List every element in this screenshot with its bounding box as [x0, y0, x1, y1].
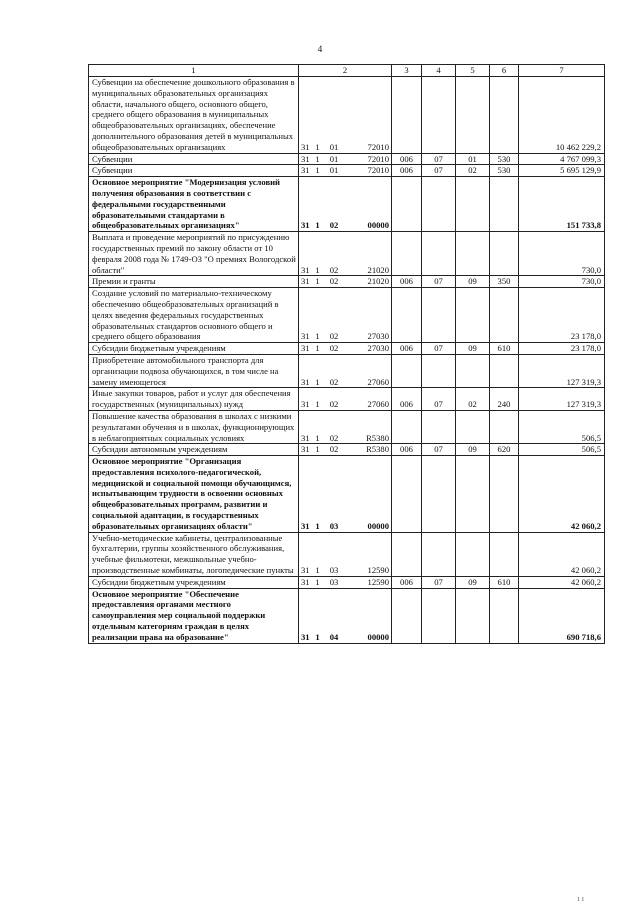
row-description: Учебно-методические кабинеты, централизованные бухгалтерии, группы хозяйственного обслуживания, учебные фильмотеки, межшкольные учебно-производственные комбинаты, логопедические пункты	[89, 532, 299, 576]
table-row	[89, 576, 605, 588]
amount: 23 178,0	[519, 343, 605, 355]
code-program: 31	[301, 276, 310, 287]
code-activity: 01	[329, 165, 339, 176]
subsection-code: 09	[456, 576, 490, 588]
target-article-code	[299, 456, 392, 533]
amount: 506,5	[519, 410, 605, 443]
target-article-code	[299, 576, 392, 588]
target-article-code	[299, 588, 392, 643]
table-row	[89, 410, 605, 443]
code-subprogram: 1	[315, 264, 320, 275]
target-article-code	[299, 388, 392, 411]
code-direction: 72010	[367, 165, 389, 176]
code-direction: 72010	[367, 153, 389, 164]
expense-type-code	[490, 177, 519, 232]
code-subprogram: 1	[315, 343, 320, 354]
table-row	[89, 177, 605, 232]
code-direction: 00000	[367, 220, 389, 231]
row-description: Создание условий по материально-техническому обеспечению общеобразовательных организаций в целях введения федеральных государственных образовательных стандартов основного общего и среднего общего образования	[89, 288, 299, 343]
header-cell: 4	[422, 65, 456, 77]
code-program: 31	[301, 520, 310, 531]
expense-type-code: 530	[490, 153, 519, 165]
amount: 127 319,3	[519, 388, 605, 411]
section-code: 07	[422, 153, 456, 165]
subsection-code	[456, 77, 490, 154]
code-program: 31	[301, 220, 310, 231]
header-cell: 2	[299, 65, 392, 77]
table-row	[89, 165, 605, 177]
code-activity: 02	[329, 399, 339, 410]
code-subprogram: 1	[315, 520, 320, 531]
target-article-code	[299, 410, 392, 443]
code-direction: 12590	[367, 576, 389, 587]
amount: 730,0	[519, 232, 605, 276]
code-subprogram: 1	[315, 576, 320, 587]
row-description: Иные закупки товаров, работ и услуг для обеспечения государственных (муниципальных) нужд	[89, 388, 299, 411]
target-article-code	[299, 288, 392, 343]
section-code	[422, 410, 456, 443]
target-article-code	[299, 165, 392, 177]
table-row	[89, 276, 605, 288]
code-subprogram: 1	[315, 276, 320, 287]
subsection-code: 02	[456, 388, 490, 411]
expense-type-code: 620	[490, 444, 519, 456]
code-direction: 27030	[367, 343, 389, 354]
code-program: 31	[301, 565, 310, 576]
code-direction: 21020	[367, 276, 389, 287]
subsection-code	[456, 177, 490, 232]
amount: 42 060,2	[519, 456, 605, 533]
code-activity: 03	[329, 565, 339, 576]
code-activity: 02	[329, 331, 339, 342]
row-description: Повышение качества образования в школах с низкими результатами обучения и в школах, функционирующих в неблагоприятных социальных условиях	[89, 410, 299, 443]
code-subprogram: 1	[315, 220, 320, 231]
code-program: 31	[301, 444, 310, 455]
code-direction: 00000	[367, 520, 389, 531]
expense-type-code: 240	[490, 388, 519, 411]
row-description: Субвенции	[89, 165, 299, 177]
table-row	[89, 343, 605, 355]
target-article-code	[299, 177, 392, 232]
ministry-code	[392, 288, 422, 343]
code-activity: 01	[329, 141, 339, 152]
code-direction: 27060	[367, 376, 389, 387]
code-activity: 02	[329, 220, 339, 231]
expense-type-code: 610	[490, 343, 519, 355]
section-code: 07	[422, 576, 456, 588]
target-article-code	[299, 354, 392, 387]
subsection-code: 01	[456, 153, 490, 165]
code-program: 31	[301, 331, 310, 342]
section-code: 07	[422, 343, 456, 355]
subsection-code	[456, 588, 490, 643]
expense-type-code	[490, 288, 519, 343]
header-cell: 6	[490, 65, 519, 77]
code-program: 31	[301, 153, 310, 164]
amount: 127 319,3	[519, 354, 605, 387]
section-code	[422, 177, 456, 232]
ministry-code	[392, 456, 422, 533]
section-code	[422, 354, 456, 387]
code-direction: R5380	[366, 444, 389, 455]
code-program: 31	[301, 376, 310, 387]
section-code: 07	[422, 276, 456, 288]
code-subprogram: 1	[315, 331, 320, 342]
code-program: 31	[301, 399, 310, 410]
subsection-code: 09	[456, 276, 490, 288]
table-row	[89, 444, 605, 456]
section-code	[422, 588, 456, 643]
subsection-code	[456, 288, 490, 343]
ministry-code: 006	[392, 388, 422, 411]
table-row	[89, 588, 605, 643]
row-description: Выплата и проведение мероприятий по присуждению государственных премий по закону области от 10 февраля 2008 года № 1749-ОЗ "О премиях Вологодской области"	[89, 232, 299, 276]
amount: 690 718,6	[519, 588, 605, 643]
target-article-code	[299, 77, 392, 154]
expense-type-code: 350	[490, 276, 519, 288]
expense-type-code	[490, 456, 519, 533]
code-subprogram: 1	[315, 631, 320, 642]
code-direction: 00000	[367, 631, 389, 642]
expense-type-code	[490, 354, 519, 387]
row-description: Основное мероприятие "Организация предоставления психолого-педагогической, медицинской и социальной помощи обучающимся, испытывающим трудности в освоении основных общеобразовательных программ, развитии и социальной адаптации, в государственных образовательных организациях области"	[89, 456, 299, 533]
row-description: Субвенции на обеспечение дошкольного образования в муниципальных образовательных организациях области, начального общего, основного общего, среднего общего образования в муниципальных общеобразовательных организациях, обеспечение дополнительного образования детей в муниципальных общеобразовательных организациях	[89, 77, 299, 154]
section-code	[422, 232, 456, 276]
expense-type-code	[490, 532, 519, 576]
expense-type-code	[490, 588, 519, 643]
amount: 4 767 099,3	[519, 153, 605, 165]
table-row	[89, 388, 605, 411]
expense-type-code	[490, 77, 519, 154]
ministry-code	[392, 354, 422, 387]
target-article-code	[299, 444, 392, 456]
table-header-row	[89, 65, 605, 77]
table-row	[89, 77, 605, 154]
amount: 151 733,8	[519, 177, 605, 232]
ministry-code	[392, 232, 422, 276]
amount: 23 178,0	[519, 288, 605, 343]
code-subprogram: 1	[315, 565, 320, 576]
code-subprogram: 1	[315, 376, 320, 387]
section-code: 07	[422, 444, 456, 456]
code-activity: 02	[329, 444, 339, 455]
code-activity: 03	[329, 520, 339, 531]
header-cell: 7	[519, 65, 605, 77]
page-number: 4	[317, 44, 323, 54]
code-direction: 21020	[367, 264, 389, 275]
amount: 5 695 129,9	[519, 165, 605, 177]
target-article-code	[299, 343, 392, 355]
subsection-code	[456, 532, 490, 576]
amount: 42 060,2	[519, 576, 605, 588]
code-program: 31	[301, 264, 310, 275]
header-cell: 5	[456, 65, 490, 77]
section-code: 07	[422, 165, 456, 177]
header-cell: 3	[392, 65, 422, 77]
code-program: 31	[301, 141, 310, 152]
ministry-code	[392, 410, 422, 443]
section-code	[422, 288, 456, 343]
header-cell: 1	[89, 65, 299, 77]
table-row	[89, 354, 605, 387]
code-activity: 02	[329, 264, 339, 275]
ministry-code: 006	[392, 153, 422, 165]
subsection-code: 02	[456, 165, 490, 177]
target-article-code	[299, 276, 392, 288]
subsection-code	[456, 354, 490, 387]
code-activity: 02	[329, 376, 339, 387]
section-code	[422, 456, 456, 533]
code-program: 31	[301, 576, 310, 587]
code-activity: 01	[329, 153, 339, 164]
code-activity: 02	[329, 276, 339, 287]
code-subprogram: 1	[315, 432, 320, 443]
section-code	[422, 77, 456, 154]
expense-type-code: 610	[490, 576, 519, 588]
code-subprogram: 1	[315, 141, 320, 152]
code-subprogram: 1	[315, 153, 320, 164]
code-subprogram: 1	[315, 165, 320, 176]
ministry-code	[392, 77, 422, 154]
code-program: 31	[301, 343, 310, 354]
code-activity: 02	[329, 343, 339, 354]
subsection-code	[456, 410, 490, 443]
table-row	[89, 153, 605, 165]
table-row	[89, 456, 605, 533]
code-direction: 27060	[367, 399, 389, 410]
ministry-code: 006	[392, 444, 422, 456]
table-row	[89, 232, 605, 276]
budget-table	[88, 64, 605, 644]
row-description: Субсидии бюджетным учреждениям	[89, 343, 299, 355]
amount: 730,0	[519, 276, 605, 288]
code-subprogram: 1	[315, 444, 320, 455]
amount: 10 462 229,2	[519, 77, 605, 154]
row-description: Премии и гранты	[89, 276, 299, 288]
code-activity: 03	[329, 576, 339, 587]
expense-type-code	[490, 232, 519, 276]
row-description: Основное мероприятие "Обеспечение предоставления органами местного самоуправления мер социальной поддержки отдельным категориям граждан в целях реализации права на образование"	[89, 588, 299, 643]
row-description: Основное мероприятие "Модернизация условий получения образования в соответствии с федеральными государственными образовательными стандартами в общеобразовательных организациях"	[89, 177, 299, 232]
code-activity: 04	[329, 631, 339, 642]
ministry-code: 006	[392, 276, 422, 288]
ministry-code: 006	[392, 165, 422, 177]
row-description: Субсидии бюджетным учреждениям	[89, 576, 299, 588]
amount: 42 060,2	[519, 532, 605, 576]
code-program: 31	[301, 631, 310, 642]
code-direction: 72010	[367, 141, 389, 152]
subsection-code: 09	[456, 343, 490, 355]
subsection-code: 09	[456, 444, 490, 456]
row-description: Приобретение автомобильного транспорта для организации подвоза обучающихся, в том числе на замену имеющегося	[89, 354, 299, 387]
target-article-code	[299, 232, 392, 276]
code-direction: 12590	[367, 565, 389, 576]
section-code	[422, 532, 456, 576]
row-description: Субвенции	[89, 153, 299, 165]
section-code: 07	[422, 388, 456, 411]
subsection-code	[456, 456, 490, 533]
ministry-code	[392, 532, 422, 576]
code-program: 31	[301, 165, 310, 176]
ministry-code: 006	[392, 576, 422, 588]
table-row	[89, 532, 605, 576]
code-activity: 02	[329, 432, 339, 443]
code-direction: 27030	[367, 331, 389, 342]
ministry-code	[392, 177, 422, 232]
scan-mark: ı ı	[577, 894, 584, 903]
row-description: Субсидии автономным учреждениям	[89, 444, 299, 456]
code-subprogram: 1	[315, 399, 320, 410]
expense-type-code	[490, 410, 519, 443]
code-program: 31	[301, 432, 310, 443]
code-direction: R5380	[366, 432, 389, 443]
amount: 506,5	[519, 444, 605, 456]
ministry-code	[392, 588, 422, 643]
expense-type-code: 530	[490, 165, 519, 177]
ministry-code: 006	[392, 343, 422, 355]
table-row	[89, 288, 605, 343]
target-article-code	[299, 153, 392, 165]
subsection-code	[456, 232, 490, 276]
target-article-code	[299, 532, 392, 576]
